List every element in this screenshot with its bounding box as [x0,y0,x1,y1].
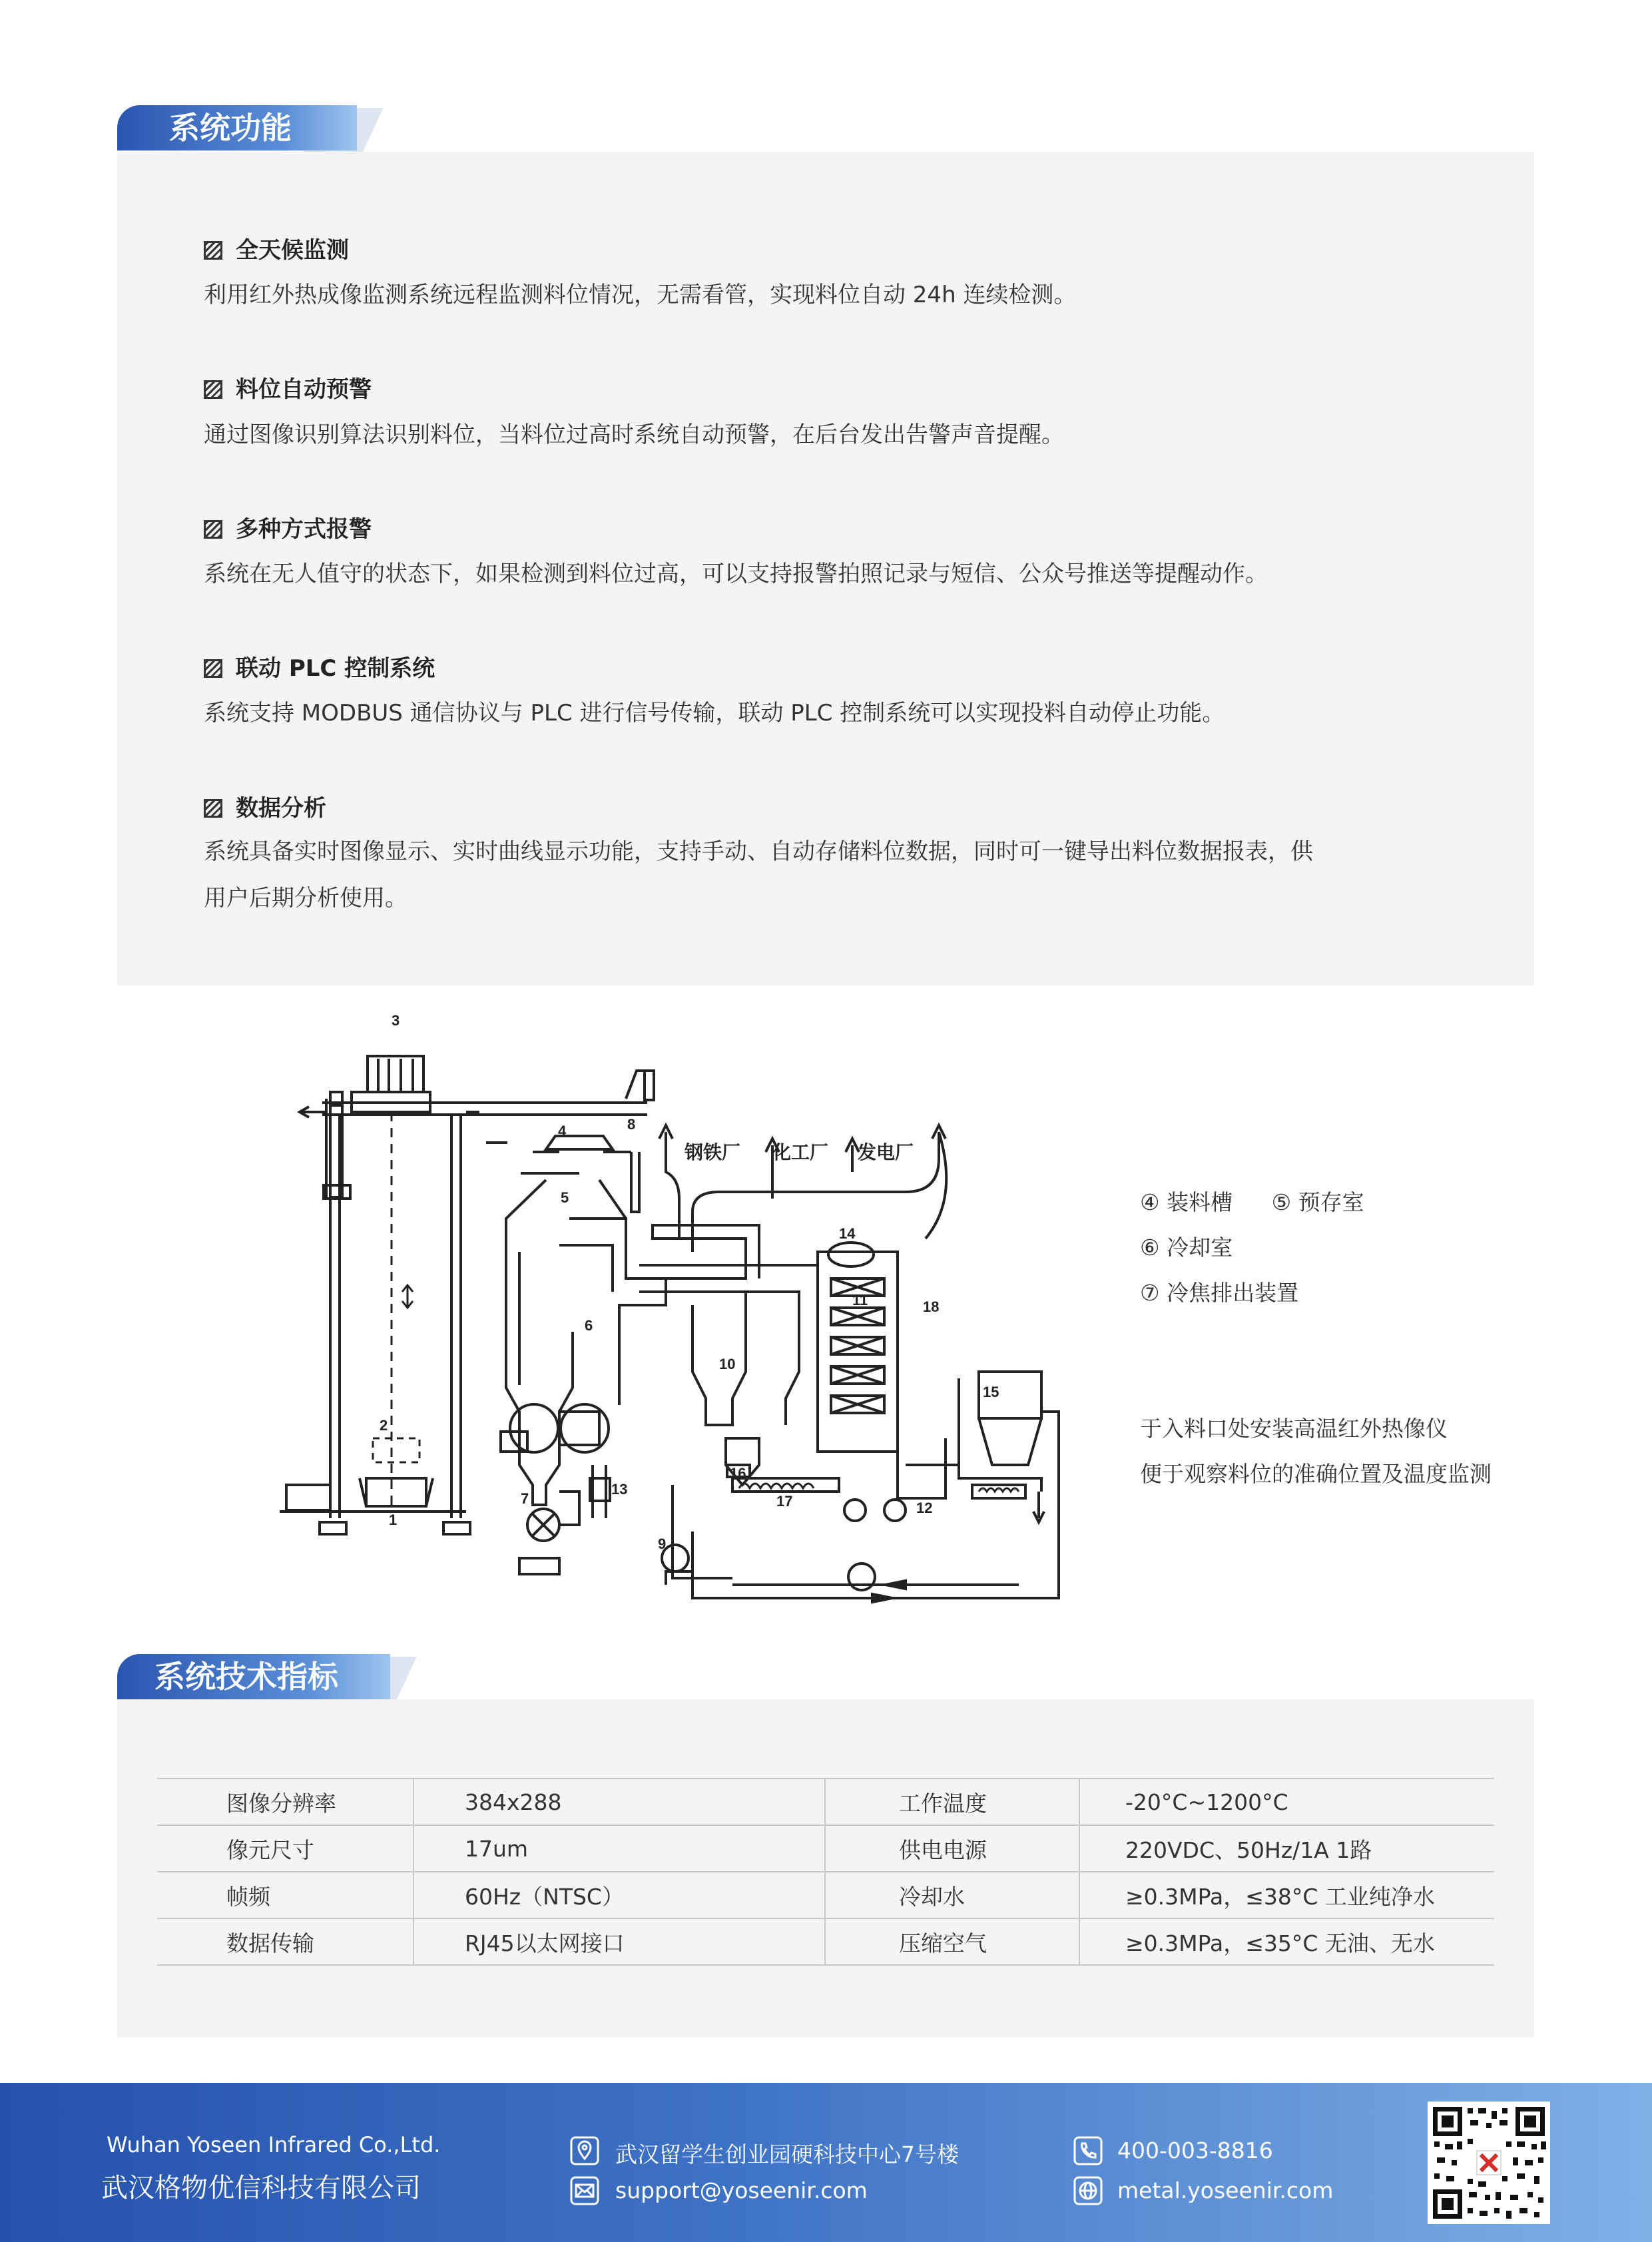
section-title-functions: 系统功能 [117,105,357,150]
spec-value: 60Hz（NTSC） [413,1872,825,1918]
diagram-label: 11 [852,1292,868,1308]
feature-title: 联动 PLC 控制系统 [204,650,435,683]
feature-desc: 利用红外热成像监测系统远程监测料位情况，无需看管，实现料位自动 24h 连续检测。 [204,282,1077,308]
location-pin-icon [570,2136,599,2165]
spec-value: -20°C~1200°C [1079,1779,1494,1825]
feature-desc: 系统在无人值守的状态下，如果检测到料位过高，可以支持报警拍照记录与短信、公众号推送等提醒动作。 [204,561,1268,587]
legend-item: ⑤ 预存室 [1271,1189,1364,1215]
feature-title: 多种方式报警 [204,511,372,543]
diagram-label: 7 [521,1490,529,1507]
company-name-en: Wuhan Yoseen Infrared Co.,Ltd. [107,2132,441,2157]
diagram-label: 4 [558,1123,567,1139]
gantry-crane [280,1056,654,1534]
spec-label: 供电电源 [825,1825,1079,1872]
plant-label-steel: 钢铁厂 [685,1142,741,1163]
feature-title: 料位自动预警 [204,371,372,404]
spec-value: RJ45以太网接口 [413,1918,825,1965]
cdq-chamber [486,1136,666,1574]
spec-value: 384x288 [413,1779,825,1825]
phone-text: 400-003-8816 [1117,2137,1273,2163]
coke-oven-process-diagram [266,999,1145,1638]
feature-desc: 系统支持 MODBUS 通信协议与 PLC 进行信号传输，联动 PLC 控制系统可以实现投料自动停止功能。 [204,700,1225,726]
qr-code [1428,2102,1550,2224]
plant-label-power: 发电厂 [858,1142,914,1163]
hatch-bullet-icon [204,241,222,260]
spec-label: 帧频 [157,1872,413,1918]
diagram-label: 1 [389,1512,398,1528]
spec-label: 工作温度 [825,1779,1079,1825]
diagram-label: 9 [658,1536,667,1552]
hatch-bullet-icon [204,659,222,678]
spec-label: 冷却水 [825,1872,1079,1918]
feature-desc: 系统具备实时图像显示、实时曲线显示功能，支持手动、自动存储料位数据，同时可一键导出料位数据报表，供 [204,838,1313,865]
diagram-label: 17 [776,1493,793,1510]
spec-value: ≥0.3MPa，≤35°C 无油、无水 [1079,1918,1494,1965]
diagram-label: 8 [627,1116,636,1133]
legend-item: ④ 装料槽 [1140,1189,1233,1215]
diagram-label: 2 [380,1417,388,1434]
spec-label: 图像分辨率 [157,1779,413,1825]
phone-icon [1073,2136,1103,2165]
plant-label-chemical: 化工厂 [772,1142,829,1163]
diagram-label: 18 [923,1298,940,1315]
email-link[interactable]: support@yoseenir.com [615,2177,868,2203]
feature-title: 全天候监测 [204,232,349,264]
diagram-label: 12 [916,1500,933,1516]
diagram-plant-labels [685,1141,914,1163]
boiler-section [639,1225,946,1521]
spec-value: ≥0.3MPa，≤38°C 工业纯净水 [1079,1872,1494,1918]
diagram-label: 6 [585,1317,593,1334]
company-name-cn: 武汉格物优信科技有限公司 [101,2173,421,2203]
address-text: 武汉留学生创业园硬科技中心7号楼 [615,2141,959,2167]
diagram-note: 便于观察料位的准确位置及温度监测 [1140,1461,1492,1487]
diagram-label: 13 [611,1481,628,1498]
footer [0,2083,1652,2242]
feature-title: 数据分析 [204,790,326,822]
diagram-label: 5 [561,1189,569,1206]
table-row [157,1918,1494,1965]
feature-desc-continued: 用户后期分析使用。 [204,885,408,912]
diagram-legend-row [1140,1185,1364,1217]
spec-label: 像元尺寸 [157,1825,413,1872]
qr-code-image [1428,2102,1550,2224]
email-icon [570,2176,599,2205]
diagram-label: 16 [730,1465,746,1482]
hatch-bullet-icon [204,520,222,539]
diagram-note: 于入料口处安装高温红外热像仪 [1140,1416,1448,1442]
feature-desc: 通过图像识别算法识别料位，当料位过高时系统自动预警，在后台发出告警声音提醒。 [204,421,1064,448]
diagram-label: 15 [983,1384,999,1400]
spec-value: 220VDC、50Hz/1A 1路 [1079,1825,1494,1872]
diagram-label: 3 [392,1012,400,1029]
website-link[interactable]: metal.yoseenir.com [1117,2177,1334,2203]
diagram-label: 10 [719,1356,736,1372]
table-row [157,1872,1494,1918]
hatch-bullet-icon [204,799,222,818]
diagram-label: 14 [839,1225,856,1242]
table-row [157,1779,1494,1825]
globe-icon [1073,2176,1103,2205]
spec-label: 压缩空气 [825,1918,1079,1965]
table-row [157,1825,1494,1872]
specs-table [157,1778,1494,1966]
legend-item: ⑦ 冷焦排出装置 [1140,1280,1299,1306]
legend-item: ⑥ 冷却室 [1140,1235,1233,1261]
spec-value: 17um [413,1825,825,1872]
diagram-number-labels [380,1012,999,1552]
hatch-bullet-icon [204,380,222,399]
section-title-specs: 系统技术指标 [117,1654,390,1699]
spec-label: 数据传输 [157,1918,413,1965]
